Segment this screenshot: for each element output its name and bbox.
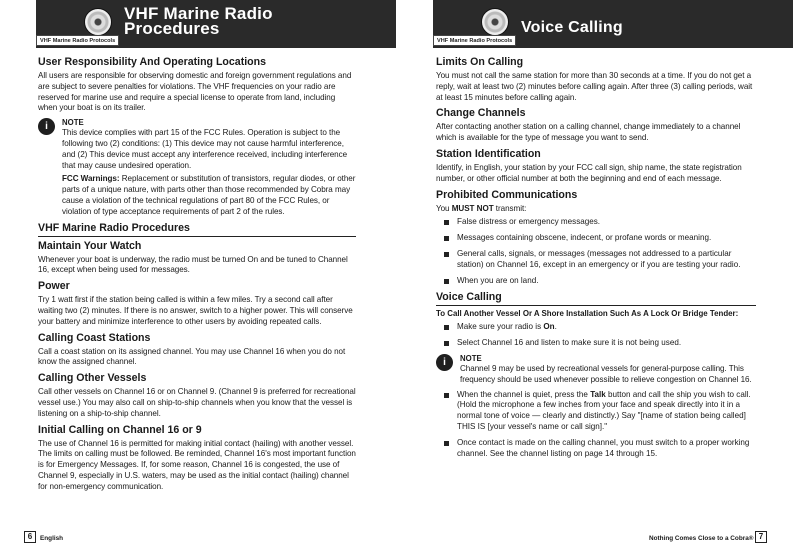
- procedures-heading: VHF Marine Radio Procedures: [38, 222, 356, 237]
- footer-language: English: [40, 535, 64, 542]
- right-banner-title: Voice Calling: [521, 19, 623, 36]
- section-heading: Calling Coast Stations: [38, 331, 151, 344]
- prohibited-heading: Prohibited Communications: [436, 188, 578, 201]
- note-label: NOTE: [460, 353, 482, 363]
- right-content: [436, 56, 756, 464]
- item1-bold: On: [543, 322, 555, 332]
- section-heading: Calling Other Vessels: [38, 372, 147, 385]
- page-number-left: 6: [24, 531, 36, 543]
- prohibited-intro-bold: MUST NOT: [451, 203, 494, 213]
- change-heading: Change Channels: [436, 107, 526, 120]
- banner-title-line1: VHF Marine Radio: [124, 4, 273, 23]
- list-item: Messages containing obscene, indecent, or profane words or meaning.: [436, 233, 756, 244]
- list-item: When you are on land.: [436, 276, 756, 287]
- item3-bold: Talk: [590, 389, 606, 399]
- item3-pre: When the channel is quiet, press the: [457, 389, 591, 399]
- prohibited-list: [436, 217, 756, 286]
- cd-logo-icon: [481, 8, 509, 36]
- footer-tagline: Nothing Comes Close to a Cobra®: [649, 535, 754, 542]
- prohibited-intro: [436, 204, 756, 215]
- voice-calling-heading: Voice Calling: [436, 291, 756, 306]
- section-heading: Initial Calling on Channel 16 or 9: [38, 423, 202, 436]
- station-id-body: Identify, in English, your station by your FCC call sign, ship name, the state registration number, or other official number at both the beginning and end of each message.: [436, 162, 742, 183]
- left-page: [0, 0, 396, 552]
- section-body: The use of Channel 16 is permitted for making initial contact (hailing) with another vessel. The limits on calling must be followed. Be reminded, Channel 16's most important function is for Emergency Messages. If, for some reason, Channel 16 is congested, the use of Channel 9, especially in U.S. waters, may be used as the initial contact (hailing) channel for non-emergency communication.: [38, 438, 356, 491]
- fcc-warning-label: FCC Warnings:: [62, 174, 120, 184]
- channel9-note: [436, 354, 756, 386]
- list-item: [436, 390, 756, 433]
- fcc-note: [38, 118, 356, 217]
- fcc-warning-text: Replacement or substitution of transistors, regular diodes, or other parts of a unique nature, with parts other than those recommended by Cobra may cause a violation of the technical regulations of part 80 of the FCC Rules, or violation of type acceptance requirements of part 2 of the rules.: [62, 174, 356, 216]
- section-heading: Power: [38, 280, 70, 293]
- section-body: Try 1 watt first if the station being called is within a few miles. Try a second call after waiting two (2) minutes. If there is no answer, switch to a higher power. This will conserve your battery and minimize interference to other users by avoiding repeated calls.: [38, 295, 353, 326]
- list-item: False distress or emergency messages.: [436, 217, 756, 228]
- list-item: General calls, signals, or messages (messages not addressed to a particular station) on Channel 16, except in an emergency or if you are testing your radio.: [436, 249, 756, 271]
- change-body: After contacting another station on a calling channel, change immediately to a channel which is available for the type of message you want to send.: [436, 122, 741, 143]
- cd-logo-icon: [84, 8, 112, 36]
- banner-title-line2: Procedures: [124, 19, 220, 38]
- note-info-icon: i: [436, 354, 453, 371]
- item1-post: .: [554, 322, 557, 332]
- left-banner: [36, 0, 396, 48]
- item3-post: button and call the ship you wish to call. (Hold the microphone a few inches from your face and speak directly into it in a normal tone of voice — clearly and distinctly.) Say "[name of station being called] THIS IS [your vessel's name or call sign].": [457, 389, 751, 431]
- item1-pre: Make sure your radio is: [457, 322, 544, 332]
- responsibility-body: All users are responsible for observing domestic and foreign government regulations and are subject to severe penalties for violations. The VHF frequencies on your radio are reserved for marine use and require a special license to operate from land, including when your boat is on its trailer.: [38, 71, 352, 113]
- right-page: [397, 0, 793, 552]
- section-body: Call other vessels on Channel 16 or on Channel 9. (Channel 9 is preferred for recreational vessel use.) You may also call on ship-to-ship channels when you know that the vessel is listening on a ship-to-ship channel.: [38, 387, 356, 418]
- prohibited-intro-post: transmit:: [493, 203, 527, 213]
- note-label: NOTE: [62, 118, 84, 128]
- section-heading: Maintain Your Watch: [38, 239, 142, 252]
- section-tag: VHF Marine Radio Protocols: [433, 35, 516, 46]
- fcc-warning: [62, 174, 356, 217]
- prohibited-intro-pre: You: [436, 203, 452, 213]
- list-item: Once contact is made on the calling channel, you must switch to a proper working channel. See the channel listing on page 14 through 15.: [436, 438, 756, 460]
- section-body: Call a coast station on its assigned channel. You may use Channel 16 when you do not know the assigned channel.: [38, 346, 346, 367]
- note-para: This device complies with part 15 of the FCC Rules. Operation is subject to the following two (2) conditions: (1) This device may not cause harmful interference, and (2) This device must accept any interference received, including interference that may cause undesired operation.: [62, 128, 348, 170]
- left-banner-title: [124, 6, 273, 36]
- section-tag: VHF Marine Radio Protocols: [36, 35, 119, 46]
- list-item: [436, 322, 756, 333]
- responsibility-heading: User Responsibility And Operating Locations: [38, 56, 266, 68]
- note-text: Channel 9 may be used by recreational vessels for general-purpose calling. This frequency should be used whenever possible to relieve congestion on Channel 16.: [460, 363, 752, 384]
- voice-subheading: To Call Another Vessel Or A Shore Installation Such As A Lock Or Bridge Tender:: [436, 309, 739, 319]
- station-id-heading: Station Identification: [436, 147, 541, 160]
- limits-body: You must not call the same station for more than 30 seconds at a time. If you do not get a reply, wait at least two (2) minutes before calling again. After three (3) calling periods, wait at least 15 minutes before calling again.: [436, 71, 753, 102]
- limits-heading: Limits On Calling: [436, 56, 524, 68]
- right-banner: [433, 0, 793, 48]
- section-body: Whenever your boat is underway, the radio must be turned On and be tuned to Channel 16, except when being used for messages.: [38, 254, 348, 275]
- left-content: [38, 56, 356, 497]
- voice-list-1: [436, 322, 756, 349]
- list-item: Select Channel 16 and listen to make sure it is not being used.: [436, 338, 756, 349]
- page-number-right: 7: [755, 531, 767, 543]
- note-info-icon: i: [38, 118, 55, 135]
- voice-list-2: [436, 390, 756, 460]
